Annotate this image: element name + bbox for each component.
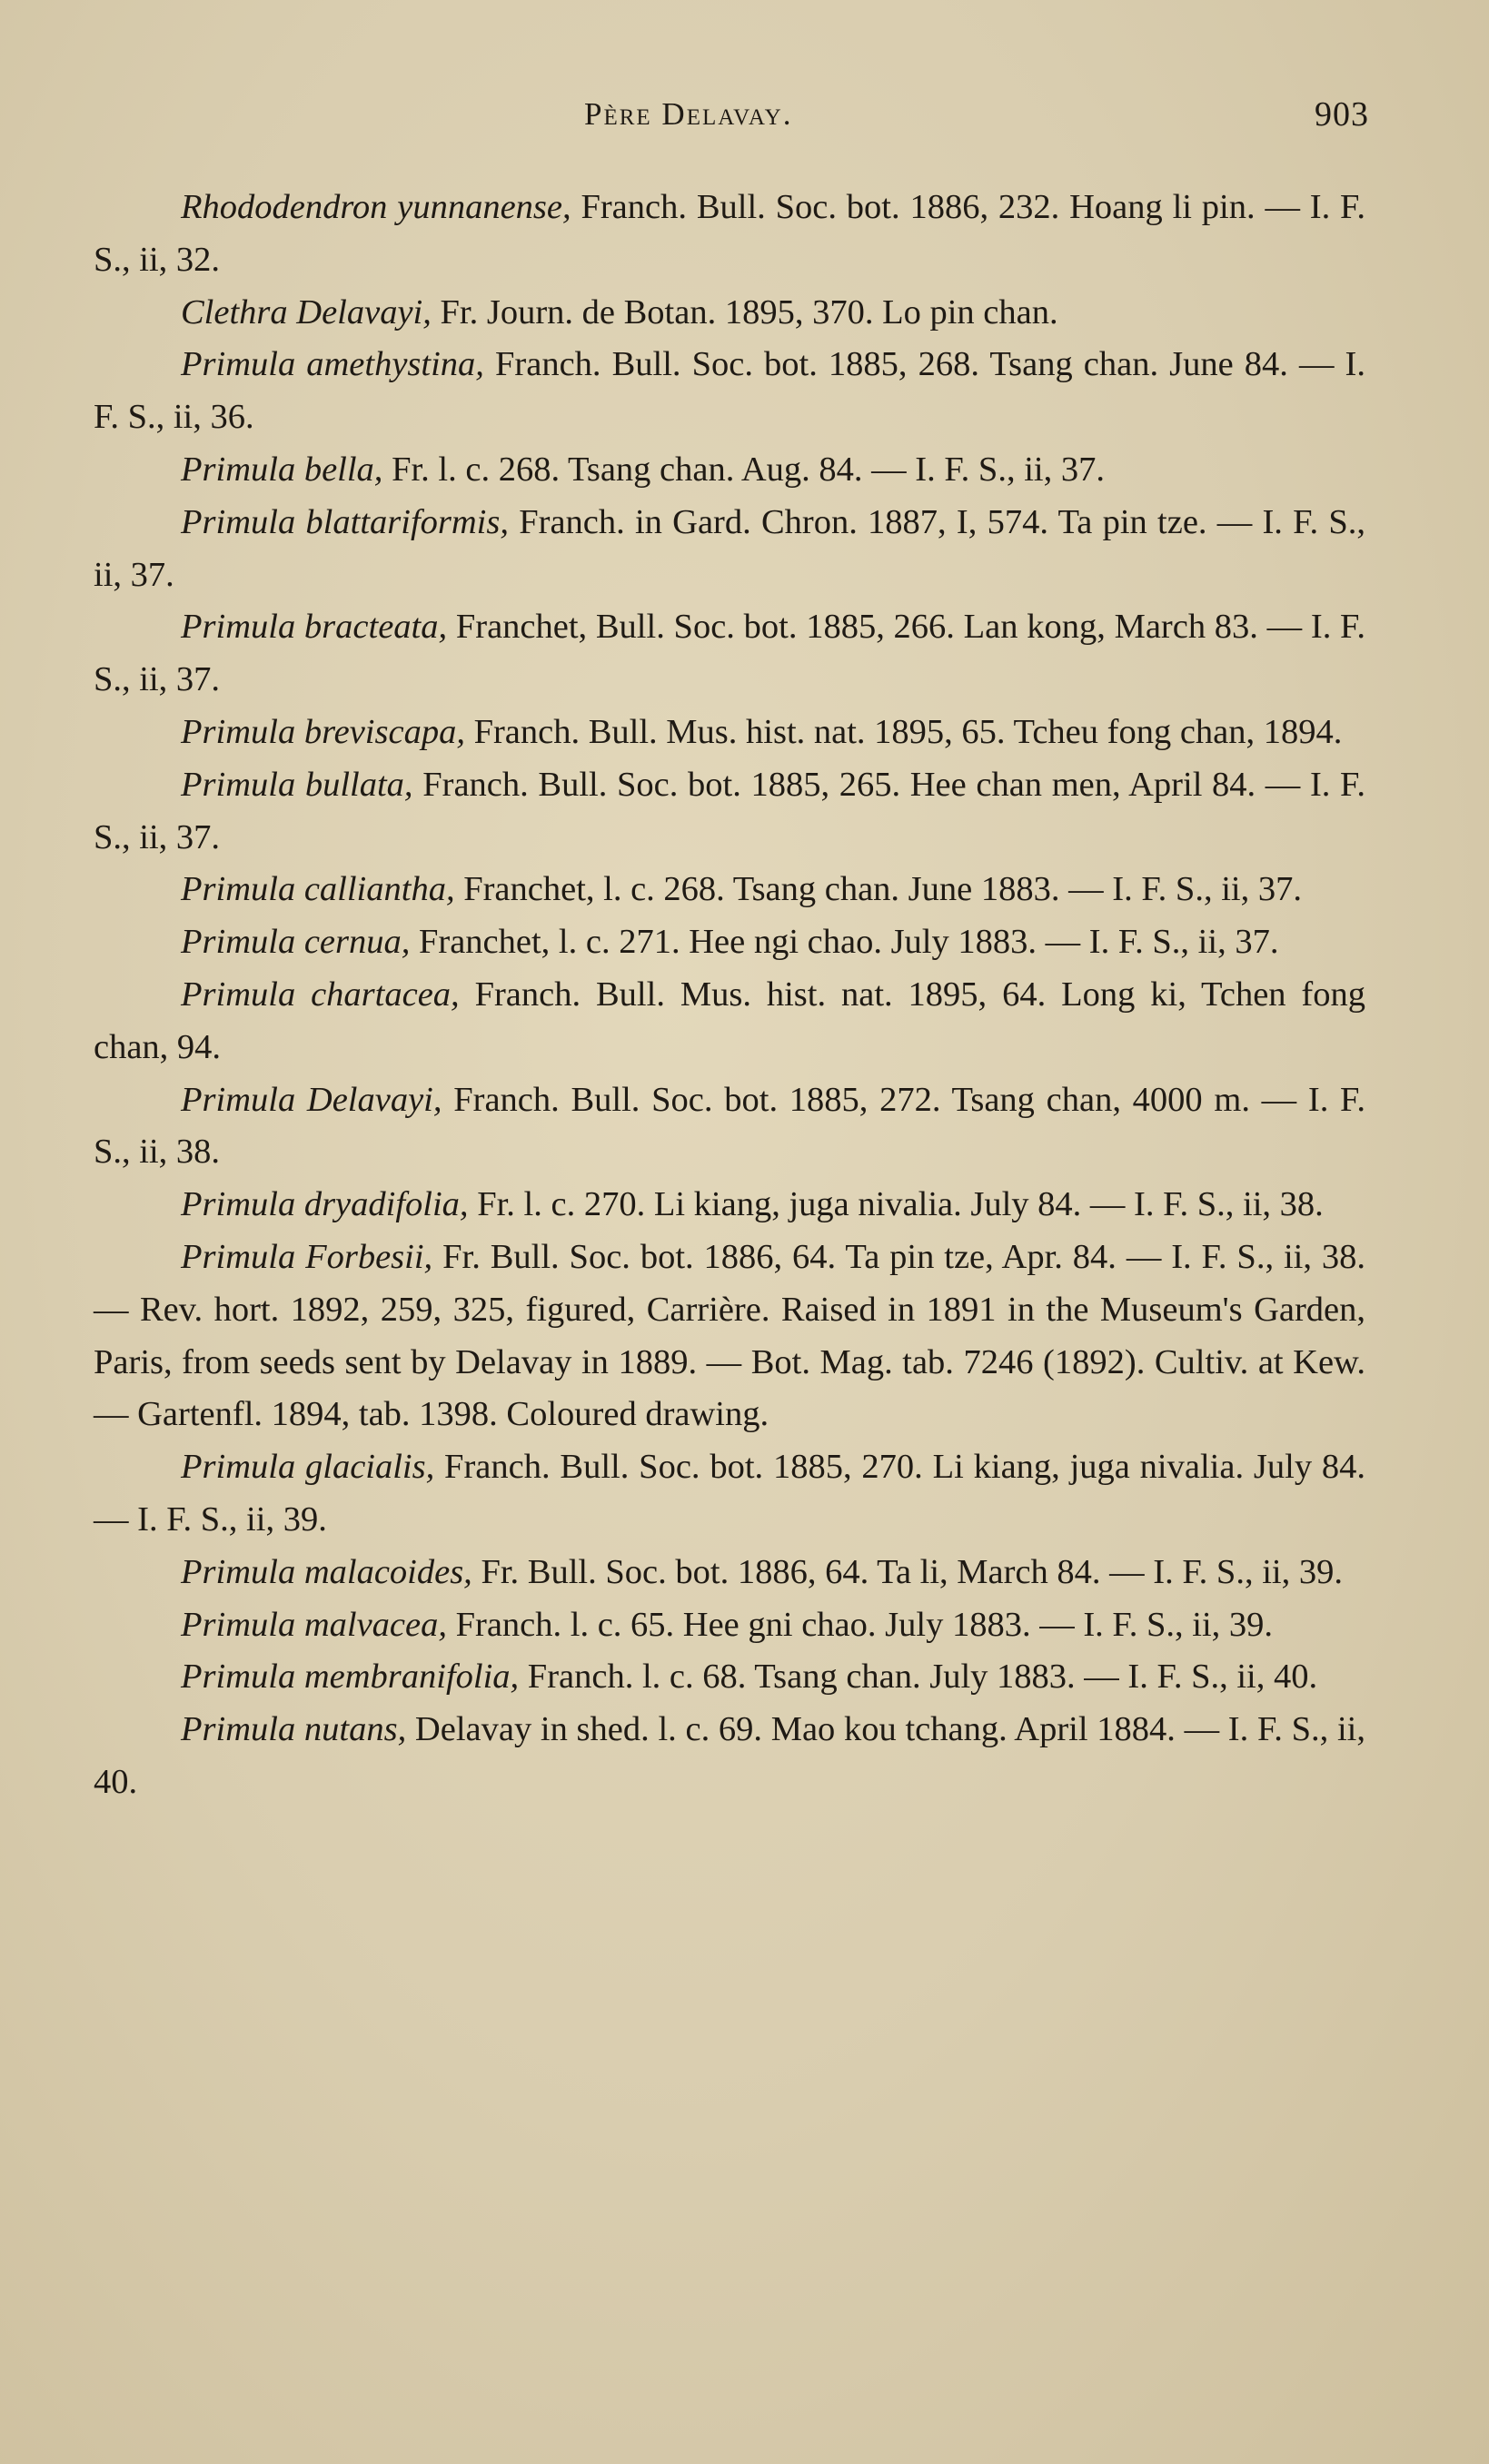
entry xyxy=(94,601,1365,707)
running-title: Père Delavay. xyxy=(584,96,793,132)
entry-text: Fr. Bull. Soc. bot. 1886, 64. Ta pin tze, Apr. 84. — I. F. S., ii, 38. — Rev. hort. 1892, 259, 325, figured, Carrière. Raised in 1891 in the Museum's Garden, Paris, from seeds sent by Delavay in 1889. — Bot. Mag. tab. 7246 (1892). Cultiv. at Kew. — Gartenfl. 1894, tab. 1398. Coloured drawing. xyxy=(94,1237,1365,1434)
entry-text: Franch. Bull. Soc. bot. 1885, 270. Li kiang, juga nivalia. July 84. — I. F. S., ii, 39. xyxy=(94,1448,1366,1539)
entry-text: Franch. Bull. Soc. bot. 1885, 272. Tsang chan, 4000 m. — I. F. S., ii, 38. xyxy=(94,1080,1365,1172)
entry-text: Fr. Journ. de Botan. 1895, 370. Lo pin chan. xyxy=(431,292,1058,332)
species-name: Primula chartacea, xyxy=(181,975,460,1014)
species-name: Clethra Delavayi, xyxy=(181,292,432,332)
entry-text: Fr. Bull. Soc. bot. 1886, 64. Ta li, March 84. — I. F. S., ii, 39. xyxy=(472,1552,1343,1591)
species-name: Primula nutans, xyxy=(181,1710,407,1749)
running-head xyxy=(97,91,1369,145)
entry xyxy=(94,916,1365,969)
entry xyxy=(94,1179,1365,1232)
entry xyxy=(94,1547,1365,1599)
species-name: Primula dryadifolia, xyxy=(181,1185,469,1224)
entry xyxy=(94,1599,1365,1652)
entry-text: Fr. l. c. 270. Li kiang, juga nivalia. July 84. — I. F. S., ii, 38. xyxy=(468,1185,1324,1224)
species-name: Primula blattariformis, xyxy=(181,502,509,541)
species-name: Primula glacialis, xyxy=(181,1448,435,1487)
entry-text: Franch. Bull. Soc. bot. 1885, 268. Tsang chan. June 84. — I. F. S., ii, 36. xyxy=(94,345,1365,437)
entry xyxy=(94,1074,1365,1180)
entry xyxy=(94,1704,1365,1809)
entry xyxy=(94,864,1365,916)
species-name: Primula Delavayi, xyxy=(181,1080,442,1119)
entry xyxy=(94,1232,1365,1441)
species-name: Primula bullata, xyxy=(181,765,413,804)
entry xyxy=(94,1441,1365,1547)
entry xyxy=(94,707,1365,759)
entry-text: Franch. Bull. Soc. bot. 1886, 232. Hoang li pin. — I. F. S., ii, 32. xyxy=(94,188,1365,279)
entry-text: Franch. l. c. 68. Tsang chan. July 1883. — I. F. S., ii, 40. xyxy=(519,1658,1318,1697)
entry xyxy=(94,444,1365,497)
species-name: Primula membranifolia, xyxy=(181,1658,520,1697)
species-name: Primula malacoides, xyxy=(181,1552,472,1591)
species-name: Primula malvacea, xyxy=(181,1605,447,1644)
species-name: Primula calliantha, xyxy=(181,870,455,909)
entry xyxy=(94,969,1365,1074)
entry-text: Franch. in Gard. Chron. 1887, I, 574. Ta pin tze. — I. F. S., ii, 37. xyxy=(94,502,1365,594)
entry-text: Franch. Bull. Mus. hist. nat. 1895, 65. Tcheu fong chan, 1894. xyxy=(464,712,1343,751)
entry-text: Fr. l. c. 268. Tsang chan. Aug. 84. — I. F. S., ii, 37. xyxy=(382,450,1105,489)
body-text xyxy=(94,182,1365,1809)
entry xyxy=(94,182,1365,287)
species-name: Rhododendron yunnanense, xyxy=(181,188,571,226)
page-number: 903 xyxy=(1315,95,1369,134)
entry-text: Delavay in shed. l. c. 69. Mao kou tchang. April 1884. — I. F. S., ii, 40. xyxy=(94,1710,1365,1801)
entry-text: Franch. Bull. Mus. hist. nat. 1895, 64. Long ki, Tchen fong chan, 94. xyxy=(94,975,1366,1066)
entry-text: Franchet, l. c. 268. Tsang chan. June 1883. — I. F. S., ii, 37. xyxy=(454,870,1302,909)
species-name: Primula breviscapa, xyxy=(181,712,465,751)
entry xyxy=(94,1651,1365,1704)
entry xyxy=(94,287,1365,340)
entry-text: Franchet, Bull. Soc. bot. 1885, 266. Lan kong, March 83. — I. F. S., ii, 37. xyxy=(94,608,1366,699)
species-name: Primula cernua, xyxy=(181,923,411,962)
entry xyxy=(94,759,1365,865)
species-name: Primula bella, xyxy=(181,450,383,489)
entry xyxy=(94,497,1365,602)
entry-text: Franchet, l. c. 271. Hee ngi chao. July 1883. — I. F. S., ii, 37. xyxy=(410,923,1279,962)
entry-text: Franch. Bull. Soc. bot. 1885, 265. Hee chan men, April 84. — I. F. S., ii, 37. xyxy=(94,765,1365,856)
species-name: Primula bracteata, xyxy=(181,608,448,647)
species-name: Primula Forbesii, xyxy=(181,1237,433,1276)
entry xyxy=(94,339,1365,444)
species-name: Primula amethystina, xyxy=(181,345,484,384)
entry-text: Franch. l. c. 65. Hee gni chao. July 1883. — I. F. S., ii, 39. xyxy=(446,1605,1274,1644)
